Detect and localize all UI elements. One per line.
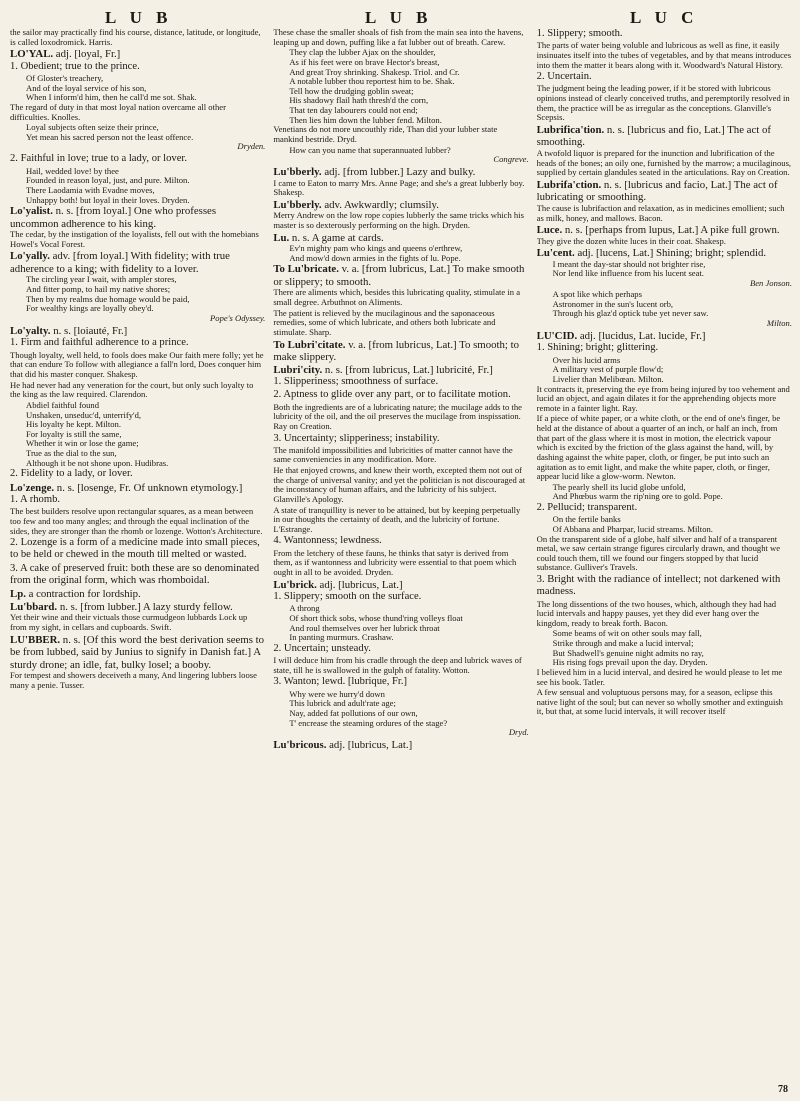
quotation: Venetians do not more uncouthly ride, Than did your lubber state mankind bestride. Dryd. bbox=[273, 124, 498, 144]
column-left bbox=[10, 28, 265, 1088]
verse-line: And of the loyal service of his son, bbox=[26, 82, 147, 93]
verse-line: Through his glaz'd optick tube yet never saw. bbox=[552, 308, 709, 319]
page-number: 78 bbox=[778, 1084, 788, 1095]
verse-line: His loyalty he kept. Milton. bbox=[26, 419, 122, 430]
verse-line: This lubrick and adult'rate age; bbox=[289, 698, 396, 709]
headword: Lubrifica'tion. n. s. [lubricus and fio, Lat.] The act of smoothing. bbox=[536, 123, 771, 149]
headword: Lubri'city. n. s. [from lubricus, Lat.] lubricité, Fr.] bbox=[273, 363, 493, 376]
verse-line: Nor lend like influence from his lucent seat. bbox=[552, 268, 704, 279]
sense: 2. Pellucid; transparent. bbox=[536, 502, 638, 514]
quotation: Though loyalty, well held, to fools does make Our faith mere folly; yet he that can endure To follow with allegiance a fall'n lord, Does conquer him that did his master conquer. Shakesp. bbox=[10, 349, 264, 379]
quotation: I came to Eaton to marry Mrs. Anne Page; and she's a great lubberly boy. Shakesp. bbox=[273, 177, 525, 198]
sense: 1. Firm and faithful adherence to a prince. bbox=[10, 337, 189, 349]
quotation: the sailor may practically find his course, distance, latitude, or longitude, is called loxodromick. Harris. bbox=[10, 28, 261, 47]
headword: Lo'zenge. n. s. [losenge, Fr. Of unknown etymology.] bbox=[10, 481, 243, 494]
verse-line: But Shadwell's genuine night admits no ray, bbox=[552, 647, 704, 658]
verse-line: And Phœbus warm the rip'ning ore to gold. Pope. bbox=[552, 491, 723, 502]
verse-line: Although it be not shone upon. Hudibras. bbox=[26, 457, 169, 468]
quotation: The patient is relieved by the mucilaginous and the saponaceous remedies, some of which lubricate, and others both lubricate and stimulate. Sharp. bbox=[273, 307, 496, 337]
headword: Lo'yalist. n. s. [from loyal.] One who professes uncommon adherence to his king. bbox=[10, 205, 217, 230]
headword: Lu'bberly. adv. Awkwardly; clumsily. bbox=[273, 198, 439, 211]
source-citation: Ben Jonson. bbox=[749, 278, 792, 289]
sense: 3. A cake of preserved fruit: both these are so denominated from the original form, which was rhomboidal. bbox=[10, 562, 260, 587]
verse-line: T' encrease the steaming ordures of the stage? bbox=[289, 717, 448, 728]
verse-line: For loyalty is still the same, bbox=[26, 428, 122, 439]
verse-line: Of Abbana and Pharpar, lucid streams. Milton. bbox=[552, 523, 713, 534]
sense: 1. Slippery; smooth on the surface. bbox=[273, 591, 422, 603]
headword: Lu'bbard. n. s. [from lubber.] A lazy sturdy fellow. bbox=[10, 600, 233, 613]
verse-line: Nay, added fat pollutions of our own, bbox=[289, 707, 418, 718]
verse-line: Founded in reason loyal, just, and pure. Milton. bbox=[26, 175, 190, 186]
source-citation: Dryden. bbox=[237, 141, 266, 152]
quotation: If a piece of white paper, or a white cloth, or the end of one's finger, be held at the distance of about a quarter of an inch, or half an inch, from that part of the glass where it is most in motion, the electrick vapour which is excited by the friction of the glass against the hand, will, by dashing against the white paper, cloth, or finger, be put into such an agitation as to emit light, and make the white paper, cloth, or finger, appear lucid like a glow-worm. Newton. bbox=[536, 413, 781, 482]
headword: Lp. a contraction for lordship. bbox=[10, 588, 141, 601]
quotation: A twofold liquor is prepared for the inunction and lubrification of the heads of the bones; an oily one, furnished by the marrow; a mucilaginous, supplied by certain glandules seated in the articulations. Ray on Creation. bbox=[536, 147, 792, 178]
sense: 2. Uncertain. bbox=[536, 71, 592, 83]
sense: 2. Fidelity to a lady, or lover. bbox=[10, 468, 133, 480]
sense: 3. Uncertainty; slipperiness; instability. bbox=[273, 432, 440, 444]
quotation: I will deduce him from his cradle through the deep and lubrick waves of state, till he is swallowed in the gulph of fatality. Wotton. bbox=[273, 655, 522, 675]
verse-line: And mow'd down armies in the fights of lu. Pope. bbox=[289, 252, 461, 263]
verse-line: They clap the lubber Ajax on the shoulder, bbox=[289, 47, 436, 58]
verse-line: On the fertile banks bbox=[552, 514, 621, 525]
verse-line: Livelier than Melibœan. Milton. bbox=[552, 373, 664, 384]
verse-line: A spot like which perhaps bbox=[552, 289, 642, 299]
verse-line: When I inform'd him, then he call'd me sot. Shak. bbox=[26, 92, 197, 103]
verse-line: Abdiel faithful found bbox=[26, 399, 100, 410]
sense: 3. Bright with the radiance of intellect; not darkened with madness. bbox=[536, 574, 781, 598]
sense: 1. Slipperiness; smoothness of surface. bbox=[273, 376, 439, 388]
verse-line: Unshaken, unseduc'd, unterrify'd, bbox=[26, 409, 142, 420]
headword: Lu. n. s. A game at cards. bbox=[273, 231, 384, 244]
verse-line: Hail, wedded love! by thee bbox=[26, 165, 119, 176]
quotation: Both the ingredients are of a lubricating nature; the mucilage adds to the lubricity of the oil, and the oil preserves the mucilage from inspissation. Ray on Creation. bbox=[273, 401, 522, 431]
quotation: A few sensual and voluptuous persons may, for a season, eclipse this native light of the soul; but can never so wholly smother and extinguish it, but that, at some lucid intervals, it will recover itself bbox=[536, 687, 783, 717]
columns bbox=[10, 28, 792, 1088]
sense: 2. Faithful in love; true to a lady, or lover. bbox=[10, 153, 188, 165]
source-citation: Congreve. bbox=[493, 154, 529, 165]
verse-line: Whether it win or lose the game; bbox=[26, 438, 139, 449]
running-head-left: L U B bbox=[105, 8, 173, 27]
verse-line: There Laodamia with Evadne moves, bbox=[26, 184, 155, 195]
verse-line: True as the dial to the sun, bbox=[26, 448, 117, 458]
verse-line: His rising fogs prevail upon the day. Dryden. bbox=[552, 657, 708, 668]
verse-line: Of Gloster's treachery, bbox=[26, 73, 104, 84]
headword: Lo'yally. adv. [from loyal.] With fidelity; with true adherence to a king; with fidelity to a lover. bbox=[10, 250, 230, 275]
quotation: On the transparent side of a globe, half silver and half of a transparent metal, we saw certain strange figures circularly drawn, and thought we could touch them, till we found our fingers stopped by that lucid substance. Gulliver's Travels. bbox=[536, 533, 781, 573]
headword: Luce. n. s. [perhaps from lupus, Lat.] A pike full grown. bbox=[536, 224, 780, 237]
verse-line: And fitter pomp, to hail my native shores; bbox=[26, 284, 171, 295]
sense: 2. Lozenge is a form of a medicine made into small pieces, to be held or chewed in the mouth till melted or wasted. bbox=[10, 537, 260, 561]
verse-line: The circling year I wait, with ampler stores, bbox=[26, 274, 177, 285]
verse-line: Ev'n mighty pam who kings and queens o'erthrew, bbox=[289, 243, 463, 254]
sense: 1. Slippery; smooth. bbox=[536, 28, 623, 39]
verse-line: I meant the day-star should not brighter rise, bbox=[552, 258, 706, 269]
verse-line: And great Troy shrinking. Shakesp. Triol. and Cr. bbox=[289, 66, 460, 77]
quotation: I believed him in a lucid interval, and desired he would please to let me see his book. Tatler. bbox=[536, 666, 783, 687]
verse-line: Some beams of wit on other souls may fall, bbox=[552, 628, 702, 639]
column-middle bbox=[273, 28, 528, 1088]
verse-line: Yet mean his sacred person not the least offence. bbox=[26, 131, 194, 142]
verse-line: How can you name that superannuated lubber? bbox=[289, 144, 451, 155]
quotation: These chase the smaller shoals of fish from the main sea into the havens, leaping up and down, puffing like a fat lubber out of breath. Carew. bbox=[273, 28, 524, 47]
headword: To Lu'bricate. v. a. [from lubricus, Lat.] To make smooth or slippery; to smooth. bbox=[273, 263, 525, 288]
verse-line: Then by my realms due homage would be paid, bbox=[26, 293, 190, 304]
quotation: The manifold impossibilities and lubricities of matter cannot have the same conveniencies in any modification. More. bbox=[273, 444, 513, 465]
verse-line: The pearly shell its lucid globe unfold, bbox=[552, 481, 686, 492]
verse-line: A notable lubber thou reportest him to be. Shak. bbox=[289, 76, 455, 87]
verse-line: Why were we hurry'd down bbox=[289, 688, 385, 699]
quotation: Merry Andrew on the low rope copies lubberly the same tricks which his master is so dexterously performing on the high. Dryden. bbox=[273, 210, 524, 230]
quotation: He that enjoyed crowns, and knew their worth, excepted them not out of the charge of universal vanity; and yet the politician is not discouraged at the inconstancy of human affairs, and the lubricity of his subject. Glanville's Apology. bbox=[273, 465, 526, 504]
verse-line: For wealthy kings are loyally obey'd. bbox=[26, 303, 154, 314]
verse-line: Tell how the drudging goblin sweat; bbox=[289, 85, 414, 96]
verse-line: A throng bbox=[289, 603, 320, 614]
headword: To Lubri'citate. v. a. [from lubricus, Lat.] To smooth; to make slippery. bbox=[273, 338, 519, 364]
source-citation: Pope's Odyssey. bbox=[210, 312, 266, 323]
headword: LU'BBER. n. s. [Of this word the best derivation seems to be from lubbed, said by Junius to signify in Danish fat.] A sturdy drone; an idle, fat, bulky losel; a booby. bbox=[10, 633, 265, 671]
verse-line: Over his lucid arms bbox=[552, 354, 621, 365]
quotation: For tempest and showers deceiveth a many, And lingering lubbers loose many a penie. Tusser. bbox=[10, 670, 257, 690]
source-citation: Dryd. bbox=[508, 727, 529, 738]
headword: Lu'bricous. adj. [lubricus, Lat.] bbox=[273, 739, 413, 752]
running-heads bbox=[10, 6, 792, 28]
verse-line: Astronomer in the sun's lucent orb, bbox=[552, 298, 674, 309]
verse-line: His shadowy flail hath thresh'd the corn, bbox=[289, 95, 429, 106]
quotation: He had never had any veneration for the court, but only such loyalty to the king as the law required. Clarendon. bbox=[10, 379, 254, 400]
quotation: The best builders resolve upon rectangular squares, as a mean between too few and too many angles; and through the equal inclination of the sides, they are stronger than the rhomb or lozenge. Wotton's Architecture. bbox=[10, 506, 263, 536]
verse-line: Strike through and make a lucid interval; bbox=[552, 638, 694, 649]
quotation: A state of tranquillity is never to be attained, but by keeping perpetually in our thoughts the certainty of death, and the lubricity of fortune. L'Estrange. bbox=[273, 504, 521, 534]
verse-line: And roul themselves over her lubrick throat bbox=[289, 622, 440, 633]
quotation: The cedar, by the instigation of the loyalists, fell out with the homebians Howel's Vocal Forest. bbox=[10, 229, 259, 249]
quotation: There are aliments which, besides this lubricating quality, stimulate in a small degree. Arbuthnot on Aliments. bbox=[273, 287, 521, 308]
sense: 1. Shining; bright; glittering. bbox=[536, 342, 659, 354]
verse-line: A military vest of purple flow'd; bbox=[552, 364, 664, 375]
sense: 3. Wanton; lewd. [lubrique, Fr.] bbox=[273, 676, 408, 688]
verse-line: In panting murmurs. Crashaw. bbox=[289, 632, 394, 643]
headword: Lu'cent. adj. [lucens, Lat.] Shining; bright; splendid. bbox=[536, 247, 767, 260]
verse-line: As if his feet were on brave Hector's breast, bbox=[289, 56, 440, 67]
quotation: It contracts it, preserving the eye from being injured by too vehement and lucid an object, and again dilates it for the apprehending objects more remote in a fainter light. Ray. bbox=[536, 383, 790, 413]
headword: LO'YAL. adj. [loyal, Fr.] bbox=[10, 48, 121, 61]
verse-line: Then lies him down the lubber fend. Milton. bbox=[289, 114, 442, 125]
quotation: The cause is lubrifaction and relaxation, as in medicines emollient; such as milk, honey, and mallows. Bacon. bbox=[536, 202, 785, 223]
source-citation: Milton. bbox=[766, 317, 792, 328]
running-head-center: L U B bbox=[365, 8, 433, 27]
headword: Lubrifa'ction. n. s. [lubricus and facio, Lat.] The act of lubricating or smoothing. bbox=[536, 178, 778, 204]
quotation: The parts of water being voluble and lubricous as well as fine, it easily insinuates itself into the tubes of vegetables, and by that means introduces into them the matter it bears along with it. Woodward's Natural History. bbox=[536, 40, 792, 70]
verse-line: Of short thick sobs, whose thund'ring volleys float bbox=[289, 613, 463, 624]
sense: 1. A rhomb. bbox=[10, 494, 61, 506]
sense: 2. Uncertain; unsteady. bbox=[273, 642, 371, 654]
headword: Lu'bberly. adj. [from lubber.] Lazy and bulky. bbox=[273, 166, 476, 179]
quotation: The regard of duty in that most loyal nation overcame all other difficulties. Knolles. bbox=[10, 101, 226, 122]
verse-line: That ten day labourers could not end; bbox=[289, 105, 418, 115]
headword: Lu'brick. adj. [lubricus, Lat.] bbox=[273, 578, 403, 591]
verse-line: Loyal subjects often seize their prince, bbox=[26, 122, 159, 133]
quotation: They give the dozen white luces in their coat. Shakesp. bbox=[536, 235, 726, 246]
quotation: From the letchery of these fauns, he thinks that satyr is derived from them, as if wantonness and lubricity were essential to that poem which ought in all to be avoided. Dryden. bbox=[273, 547, 517, 577]
running-head-right: L U C bbox=[630, 8, 699, 27]
verse-line: Unhappy both! but loyal in their loves. Dryden. bbox=[26, 194, 190, 205]
column-right bbox=[537, 28, 792, 1088]
quotation: The long dissentions of the two houses, which, although they had had lucid intervals and happy pauses, yet they did ever hang over the kingdom, ready to break forth. Bacon. bbox=[536, 598, 777, 628]
quotation: The judgment being the leading power, if it be stored with lubricous opinions instead of clearly conceived truths, and peremptorily resolved in them, the practice will be as irregular as the conceptions. Glanville's Scepsis. bbox=[536, 83, 790, 123]
sense: 4. Wantonness; lewdness. bbox=[273, 535, 382, 547]
headword: Lo'yalty. n. s. [loiauté, Fr.] bbox=[10, 324, 128, 337]
sense: 1. Obedient; true to the prince. bbox=[10, 60, 140, 72]
sense: 2. Aptness to glide over any part, or to facilitate motion. bbox=[273, 389, 511, 401]
quotation: Yet their wine and their victuals those curmudgeon lubbards Lock up from my sight, in cellars and cupboards. Swift. bbox=[10, 612, 248, 632]
headword: LU'CID. adj. [lucidus, Lat. lucide, Fr.] bbox=[536, 329, 706, 342]
